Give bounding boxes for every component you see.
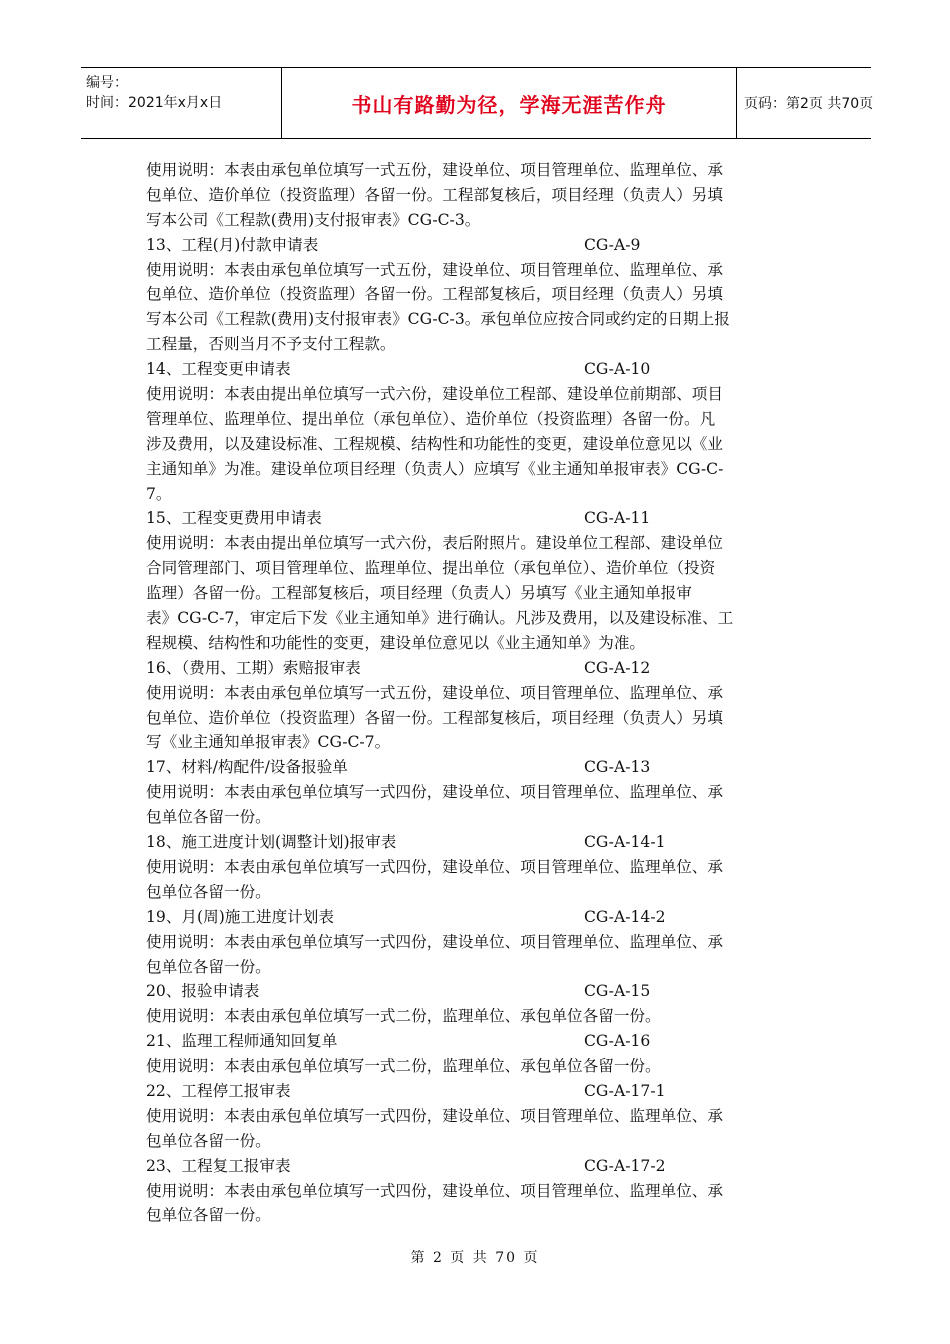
section-heading-line	[146, 830, 806, 855]
body-text-line	[146, 1004, 806, 1029]
form-code: CG-A-11	[584, 509, 651, 528]
footer-page-number: 第 2 页 共 70 页	[410, 1250, 540, 1266]
line-text: 包单位、造价单位（投资监理）各留一份。工程部复核后，项目经理（负责人）另填	[146, 185, 723, 204]
document-body	[146, 158, 806, 1228]
section-heading-line	[146, 1154, 806, 1179]
body-text-line	[146, 805, 806, 830]
line-text: 程规模、结构性和功能性的变更，建设单位意见以《业主通知单》为准。	[146, 633, 646, 652]
line-text: 包单位各留一份。	[146, 808, 271, 827]
line-text: 使用说明：本表由承包单位填写一式四份，建设单位、项目管理单位、监理单位、承	[146, 783, 723, 802]
line-text: 涉及费用，以及建设标准、工程规模、结构性和功能性的变更，建设单位意见以《业	[146, 434, 723, 453]
line-text: 使用说明：本表由提出单位填写一式六份，建设单位工程部、建设单位前期部、项目	[146, 385, 723, 404]
line-text: 合同管理部门、项目管理单位、监理单位、提出单位（承包单位）、造价单位（投资	[146, 559, 716, 578]
body-text-line	[146, 208, 806, 233]
body-text-line	[146, 631, 806, 656]
section-title: 14、工程变更申请表	[146, 360, 291, 379]
section-title: 18、施工进度计划(调整计划)报审表	[146, 833, 397, 852]
body-text-line	[146, 531, 806, 556]
line-text: 包单位各留一份。	[146, 1206, 271, 1225]
line-text: 写《业主通知单报审表》CG-C-7。	[146, 733, 391, 752]
form-code: CG-A-10	[584, 360, 651, 379]
line-text: 使用说明：本表由承包单位填写一式四份，建设单位、项目管理单位、监理单位、承	[146, 1106, 723, 1125]
body-text-line	[146, 581, 806, 606]
body-text-line	[146, 556, 806, 581]
header-motto-cell	[281, 68, 737, 138]
body-text-line	[146, 183, 806, 208]
line-text: 写本公司《工程款(费用)支付报审表》CG-C-3。	[146, 210, 481, 229]
body-text-line	[146, 382, 806, 407]
body-text-line	[146, 730, 806, 755]
body-text-line	[146, 1203, 806, 1228]
body-text-line	[146, 955, 806, 980]
body-text-line	[146, 930, 806, 955]
line-text: 管理单位、监理单位、提出单位（承包单位）、造价单位（投资监理）各留一份。凡	[146, 409, 716, 428]
line-text: 写本公司《工程款(费用)支付报审表》CG-C-3。承包单位应按合同或约定的日期上报	[146, 310, 730, 329]
body-text-line	[146, 880, 806, 905]
body-text-line	[146, 1179, 806, 1204]
form-code: CG-A-12	[584, 658, 651, 677]
line-text: 主通知单》为准。建设单位项目经理（负责人）应填写《业主通知单报审表》CG-C-	[146, 459, 724, 478]
section-heading-line	[146, 755, 806, 780]
header-page-info	[736, 68, 879, 138]
body-text-line	[146, 1129, 806, 1154]
line-text: 7。	[146, 484, 172, 503]
header-meta	[81, 68, 281, 138]
body-text-line	[146, 780, 806, 805]
section-title: 19、月(周)施工进度计划表	[146, 907, 334, 926]
section-title: 23、工程复工报审表	[146, 1156, 291, 1175]
body-text-line	[146, 606, 806, 631]
body-text-line	[146, 307, 806, 332]
body-text-line	[146, 258, 806, 283]
line-text: 监理）各留一份。工程部复核后，项目经理（负责人）另填写《业主通知单报审	[146, 584, 692, 603]
form-code: CG-A-17-1	[584, 1081, 666, 1100]
section-title: 22、工程停工报审表	[146, 1081, 291, 1100]
line-text: 使用说明：本表由承包单位填写一式二份，监理单位、承包单位各留一份。	[146, 1057, 661, 1076]
body-text-line	[146, 1054, 806, 1079]
line-text: 使用说明：本表由承包单位填写一式五份，建设单位、项目管理单位、监理单位、承	[146, 260, 723, 279]
section-heading-line	[146, 656, 806, 681]
section-heading-line	[146, 979, 806, 1004]
line-text: 包单位各留一份。	[146, 957, 271, 976]
section-heading-line	[146, 233, 806, 258]
form-code: CG-A-13	[584, 758, 651, 777]
page-header	[81, 67, 874, 139]
section-title: 21、监理工程师通知回复单	[146, 1032, 338, 1051]
line-text: 使用说明：本表由承包单位填写一式二份，监理单位、承包单位各留一份。	[146, 1007, 661, 1026]
form-code: CG-A-17-2	[584, 1156, 666, 1175]
form-code: CG-A-14-1	[584, 833, 666, 852]
section-title: 15、工程变更费用申请表	[146, 509, 322, 528]
line-text: 包单位、造价单位（投资监理）各留一份。工程部复核后，项目经理（负责人）另填	[146, 285, 723, 304]
line-text: 使用说明：本表由承包单位填写一式五份，建设单位、项目管理单位、监理单位、承	[146, 161, 723, 179]
body-text-line	[146, 482, 806, 507]
line-text: 表》CG-C-7，审定后下发《业主通知单》进行确认。凡涉及费用，以及建设标准、工	[146, 609, 734, 628]
body-text-line	[146, 457, 806, 482]
section-title: 16、（费用、工期）索赔报审表	[146, 658, 361, 677]
body-text-line	[146, 332, 806, 357]
section-heading-line	[146, 357, 806, 382]
line-text: 包单位各留一份。	[146, 882, 271, 901]
body-text-line	[146, 855, 806, 880]
body-text-line	[146, 158, 806, 183]
body-text-line	[146, 432, 806, 457]
section-title: 20、报验申请表	[146, 982, 260, 1001]
section-heading-line	[146, 1079, 806, 1104]
document-number-label: 编号：	[86, 75, 128, 91]
body-text-line	[146, 282, 806, 307]
page-footer	[0, 1247, 950, 1267]
motto-text: 书山有路勤为径，学海无涯苦作舟	[351, 92, 667, 117]
body-text-line	[146, 706, 806, 731]
section-title: 13、工程(月)付款申请表	[146, 235, 319, 254]
line-text: 使用说明：本表由承包单位填写一式四份，建设单位、项目管理单位、监理单位、承	[146, 1181, 723, 1200]
section-heading-line	[146, 1029, 806, 1054]
line-text: 包单位各留一份。	[146, 1131, 271, 1150]
section-heading-line	[146, 905, 806, 930]
body-text-line	[146, 1104, 806, 1129]
document-date-label: 时间：2021年x月x日	[86, 95, 223, 111]
section-title: 17、材料/构配件/设备报验单	[146, 758, 348, 777]
page-info-text: 页码：第2页 共70页	[744, 96, 874, 112]
form-code: CG-A-15	[584, 982, 651, 1001]
line-text: 工程量，否则当月不予支付工程款。	[146, 335, 396, 354]
line-text: 使用说明：本表由承包单位填写一式四份，建设单位、项目管理单位、监理单位、承	[146, 932, 723, 951]
form-code: CG-A-16	[584, 1032, 651, 1051]
line-text: 使用说明：本表由提出单位填写一式六份，表后附照片。建设单位工程部、建设单位	[146, 534, 723, 553]
form-code: CG-A-9	[584, 235, 641, 254]
section-heading-line	[146, 506, 806, 531]
body-text-line	[146, 681, 806, 706]
line-text: 包单位、造价单位（投资监理）各留一份。工程部复核后，项目经理（负责人）另填	[146, 708, 723, 727]
line-text: 使用说明：本表由承包单位填写一式五份，建设单位、项目管理单位、监理单位、承	[146, 683, 723, 702]
form-code: CG-A-14-2	[584, 907, 666, 926]
body-text-line	[146, 407, 806, 432]
line-text: 使用说明：本表由承包单位填写一式四份，建设单位、项目管理单位、监理单位、承	[146, 857, 723, 876]
